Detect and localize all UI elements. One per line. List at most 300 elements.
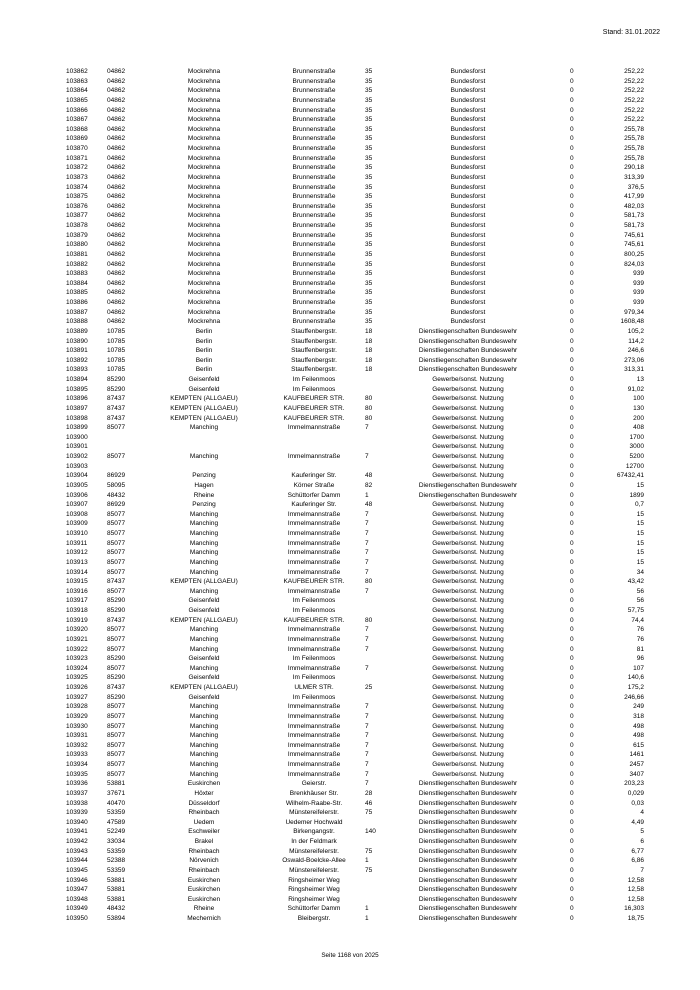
cell-house-number: [365, 693, 413, 703]
table-row: [62, 548, 644, 558]
cell-zero: [523, 86, 578, 96]
cell-house-number: 35: [365, 260, 373, 268]
cell-id: 103892: [66, 356, 88, 364]
cell-street: Brunnenstraße: [292, 173, 336, 181]
cell-postcode: 53881: [107, 780, 126, 788]
cell-zero: [523, 625, 578, 635]
cell-zero-value: 0: [570, 684, 574, 691]
cell-city: Manching: [189, 558, 219, 566]
cell-zero: [523, 433, 578, 443]
cell-zero-value: 0: [570, 77, 574, 85]
cell-city: Mockrehna: [187, 193, 221, 201]
cell-usage: Gewerbe/sonst. Nutzung: [432, 645, 504, 653]
cell-usage: Gewerbe/sonst. Nutzung: [432, 712, 504, 720]
cell-id: 103945: [66, 866, 88, 874]
cell-city: Mockrehna: [187, 222, 221, 229]
table-row: [62, 433, 644, 443]
cell-zero-value: 0: [570, 385, 574, 393]
cell-house-number: 80: [365, 395, 373, 403]
table-row: [62, 211, 644, 221]
cell-zero: [523, 731, 578, 741]
cell-street: Oswald-Boelcke-Allee: [282, 857, 346, 865]
cell-house-number: [365, 885, 413, 895]
cell-city: KEMPTEN (ALLGAEU): [170, 404, 238, 412]
cell-id: 103882: [66, 260, 88, 268]
cell-city: KEMPTEN (ALLGAEU): [170, 414, 238, 422]
cell-street: Brunnenstraße: [292, 231, 336, 239]
cell-city: Mockrehna: [187, 87, 221, 95]
cell-value: 615: [633, 741, 644, 749]
cell-zero: [523, 279, 578, 289]
cell-city: Mockrehna: [187, 202, 221, 210]
cell-city: Manching: [189, 770, 219, 778]
cell-zero-value: 0: [570, 693, 574, 701]
cell-value: 313,31: [624, 366, 644, 374]
cell-postcode: 48432: [107, 905, 126, 913]
cell-id: 103868: [66, 125, 88, 133]
table-row: [62, 818, 644, 828]
table-row: [62, 750, 644, 760]
cell-city: Mockrehna: [187, 164, 221, 172]
cell-house-number: 7: [365, 558, 369, 566]
cell-city: Manching: [189, 549, 219, 557]
cell-zero: [523, 327, 578, 337]
cell-zero-value: 0: [570, 780, 574, 788]
cell-usage: Gewerbe/sonst. Nutzung: [432, 376, 504, 383]
cell-street: Immelmannstraße: [287, 520, 341, 528]
cell-street: ULMER STR.: [294, 684, 334, 691]
cell-street: Ringsheimer Weg: [288, 886, 340, 894]
cell-house-number: 35: [365, 318, 373, 326]
cell-street: Uedemer Hochwald: [285, 818, 343, 826]
cell-value: 252,22: [624, 77, 644, 85]
cell-street: KAUFBEURER STR.: [283, 616, 345, 624]
table-row: [62, 558, 644, 568]
table-row: [62, 731, 644, 741]
cell-zero-value: 0: [570, 96, 574, 104]
cell-zero: [523, 693, 578, 703]
cell-id: 103862: [66, 68, 88, 75]
cell-id: 103894: [66, 376, 88, 383]
cell-id: 103884: [66, 279, 88, 287]
cell-value: 0,7: [634, 501, 644, 509]
cell-house-number: [365, 876, 413, 886]
cell-usage: Dienstliegenschaften Bundeswehr: [418, 491, 518, 499]
cell-city: Geisenfeld: [188, 597, 220, 605]
cell-id: 103887: [66, 308, 88, 316]
cell-value: 6,77: [631, 847, 644, 855]
cell-city: Manching: [189, 722, 219, 730]
cell-street: Brunnenstraße: [292, 289, 336, 297]
cell-zero-value: 0: [570, 568, 574, 576]
cell-value: 43,42: [627, 578, 644, 586]
cell-city: Manching: [189, 587, 219, 595]
cell-house-number: 35: [365, 241, 373, 249]
cell-usage: Gewerbe/sonst. Nutzung: [432, 684, 504, 691]
cell-zero-value: 0: [570, 587, 574, 595]
cell-value: 203,23: [624, 780, 644, 788]
cell-house-number: 35: [365, 106, 373, 114]
cell-postcode: 85077: [107, 770, 126, 778]
cell-street: [263, 462, 365, 472]
cell-zero-value: 0: [570, 395, 574, 403]
cell-street: Schüttorfer Damm: [287, 905, 341, 913]
table-row: [62, 895, 644, 905]
table-row: [62, 712, 644, 722]
cell-usage: Gewerbe/sonst. Nutzung: [432, 664, 504, 672]
table-row: [62, 481, 644, 491]
cell-postcode: 04862: [107, 193, 126, 201]
cell-usage: Bundesforst: [450, 77, 486, 85]
cell-zero: [523, 548, 578, 558]
cell-zero-value: 0: [570, 799, 574, 807]
cell-street: Brunnenstraße: [292, 106, 336, 114]
cell-house-number: 35: [365, 212, 373, 220]
cell-usage: Dienstliegenschaften Bundeswehr: [418, 337, 518, 345]
cell-id: 103903: [66, 462, 88, 470]
table-row: [62, 827, 644, 837]
cell-street: Ringsheimer Weg: [288, 895, 340, 903]
cell-zero: [523, 722, 578, 732]
cell-id: 103931: [66, 732, 88, 740]
cell-usage: Gewerbe/sonst. Nutzung: [432, 530, 504, 537]
table-row: [62, 664, 644, 674]
cell-postcode: 85077: [107, 664, 126, 672]
cell-city: Manching: [189, 520, 219, 528]
cell-usage: Bundesforst: [450, 116, 486, 124]
cell-house-number: [365, 654, 413, 664]
cell-usage: Dienstliegenschaften Bundeswehr: [418, 780, 518, 788]
table-row: [62, 77, 644, 87]
cell-usage: Gewerbe/sonst. Nutzung: [432, 578, 504, 586]
cell-street: Immelmannstraße: [287, 664, 341, 672]
cell-postcode: 85290: [107, 674, 126, 682]
cell-city: Eschweiler: [188, 828, 220, 836]
cell-house-number: 35: [365, 87, 373, 95]
cell-usage: Bundesforst: [450, 318, 486, 326]
cell-usage: Bundesforst: [450, 299, 486, 306]
cell-house-number: 7: [365, 587, 369, 595]
cell-id: 103869: [66, 135, 88, 143]
table-row: [62, 173, 644, 183]
cell-zero-value: 0: [570, 530, 574, 537]
table-row: [62, 799, 644, 809]
table-row: [62, 693, 644, 703]
cell-value: 67432,41: [616, 472, 644, 480]
table-row: [62, 192, 644, 202]
cell-city: Mockrehna: [187, 279, 221, 287]
cell-house-number: 35: [365, 116, 373, 124]
cell-street: Immelmannstraße: [287, 510, 341, 518]
cell-usage: Gewerbe/sonst. Nutzung: [432, 395, 504, 403]
cell-street: Birkengangstr.: [293, 828, 335, 836]
table-row: [62, 741, 644, 751]
table-row: [62, 375, 644, 385]
cell-house-number: [365, 462, 413, 472]
cell-postcode: 85077: [107, 626, 126, 634]
cell-usage: Gewerbe/sonst. Nutzung: [432, 722, 504, 730]
cell-id: 103913: [66, 558, 88, 566]
cell-usage: Bundesforst: [450, 222, 486, 229]
cell-value: 313,39: [624, 173, 644, 181]
cell-street: Immelmannstraße: [287, 741, 341, 749]
property-table: [62, 67, 644, 924]
cell-usage: Dienstliegenschaften Bundeswehr: [418, 828, 518, 836]
cell-street: Immelmannstraße: [287, 732, 341, 740]
cell-zero: [523, 596, 578, 606]
cell-postcode: 53359: [107, 847, 126, 855]
cell-zero: [523, 298, 578, 308]
cell-value: 15: [636, 530, 644, 537]
table-row: [62, 414, 644, 424]
cell-value: 939: [633, 299, 644, 306]
table-row: [62, 673, 644, 683]
cell-city: Rheinbach: [188, 809, 220, 817]
cell-id: 103908: [66, 510, 88, 518]
cell-zero: [523, 750, 578, 760]
cell-postcode: 85077: [107, 510, 126, 518]
cell-postcode: 87437: [107, 578, 126, 586]
cell-house-number: 35: [365, 270, 373, 278]
cell-postcode: 04862: [107, 250, 126, 258]
cell-value: 1899: [629, 491, 644, 499]
cell-city: Euskirchen: [187, 876, 221, 884]
cell-usage: Gewerbe/sonst. Nutzung: [432, 607, 504, 614]
cell-postcode: 04862: [107, 77, 126, 85]
table-row: [62, 491, 644, 501]
table-row: [62, 596, 644, 606]
cell-street: Körner Straße: [293, 481, 335, 489]
table-row: [62, 914, 644, 924]
cell-value: 1461: [629, 751, 644, 759]
cell-city: Euskirchen: [187, 895, 221, 903]
table-row: [62, 298, 644, 308]
cell-postcode: 52249: [107, 828, 126, 836]
cell-value: 252,22: [624, 116, 644, 124]
cell-usage: Dienstliegenschaften Bundeswehr: [418, 886, 518, 894]
cell-value: 175,2: [627, 684, 644, 691]
cell-zero: [523, 885, 578, 895]
cell-zero-value: 0: [570, 154, 574, 162]
cell-zero: [523, 346, 578, 356]
table-row: [62, 577, 644, 587]
cell-value: 18,75: [627, 915, 644, 922]
cell-id: 103928: [66, 703, 88, 711]
cell-zero: [523, 770, 578, 780]
cell-zero-value: 0: [570, 674, 574, 682]
cell-id: 103905: [66, 481, 88, 489]
cell-city: Mockrehna: [187, 125, 221, 133]
cell-zero-value: 0: [570, 847, 574, 855]
cell-value: 34: [636, 568, 644, 576]
cell-city: Manching: [189, 635, 219, 643]
table-row: [62, 96, 644, 106]
cell-street: Brunnenstraße: [292, 308, 336, 316]
cell-house-number: 82: [365, 481, 373, 489]
table-row: [62, 154, 644, 164]
cell-value: 252,22: [624, 106, 644, 114]
table-row: [62, 279, 644, 289]
cell-street: Immelmannstraße: [287, 761, 341, 768]
cell-usage: Gewerbe/sonst. Nutzung: [432, 539, 504, 547]
cell-usage: Dienstliegenschaften Bundeswehr: [418, 847, 518, 855]
cell-id: 103866: [66, 106, 88, 114]
cell-house-number: 35: [365, 96, 373, 104]
cell-zero: [523, 914, 578, 924]
cell-city: Manching: [189, 453, 219, 460]
table-row: [62, 442, 644, 452]
cell-id: 103863: [66, 77, 88, 85]
table-row: [62, 587, 644, 597]
cell-postcode: 85077: [107, 568, 126, 576]
cell-zero-value: 0: [570, 895, 574, 903]
cell-street: Immelmannstraße: [287, 770, 341, 778]
cell-street: Immelmannstraße: [287, 568, 341, 576]
cell-house-number: 35: [365, 299, 373, 306]
table-row: [62, 847, 644, 857]
cell-city: [145, 433, 263, 443]
cell-usage: Dienstliegenschaften Bundeswehr: [418, 481, 518, 489]
cell-id: 103922: [66, 645, 88, 653]
cell-zero-value: 0: [570, 212, 574, 220]
cell-value: 376,5: [627, 183, 644, 191]
cell-city: Geisenfeld: [188, 607, 220, 614]
cell-street: Brunnenstraße: [292, 279, 336, 287]
cell-postcode: 85077: [107, 530, 126, 537]
cell-value: 800,25: [624, 250, 644, 258]
cell-id: 103909: [66, 520, 88, 528]
cell-house-number: 7: [365, 761, 369, 768]
cell-usage: Dienstliegenschaften Bundeswehr: [418, 356, 518, 364]
cell-street: Im Feilenmoos: [292, 693, 336, 701]
cell-usage: Gewerbe/sonst. Nutzung: [432, 424, 504, 432]
cell-value: 581,73: [624, 222, 644, 229]
cell-value: 4: [640, 809, 644, 817]
table-row: [62, 866, 644, 876]
page-date-stamp: Stand: 31.01.2022: [602, 29, 660, 36]
cell-city: Manching: [189, 732, 219, 740]
cell-value: 249: [633, 703, 644, 711]
cell-street: Immelmannstraße: [287, 539, 341, 547]
cell-city: [145, 462, 263, 472]
cell-zero: [523, 154, 578, 164]
table-row: [62, 904, 644, 914]
cell-postcode: 04862: [107, 202, 126, 210]
cell-zero: [523, 221, 578, 231]
cell-zero-value: 0: [570, 866, 574, 874]
cell-zero: [523, 96, 578, 106]
cell-street: Brunnenstraße: [292, 87, 336, 95]
cell-house-number: 35: [365, 135, 373, 143]
cell-city: Manching: [189, 751, 219, 759]
cell-city: KEMPTEN (ALLGAEU): [170, 578, 238, 586]
table-row: [62, 134, 644, 144]
table-row: [62, 683, 644, 693]
cell-value: 939: [633, 289, 644, 297]
cell-street: Immelmannstraße: [287, 635, 341, 643]
table-row: [62, 423, 644, 433]
cell-postcode: 87437: [107, 414, 126, 422]
table-row: [62, 568, 644, 578]
cell-zero: [523, 462, 578, 472]
cell-street: Immelmannstraße: [287, 549, 341, 557]
cell-postcode: 85077: [107, 587, 126, 595]
cell-zero: [523, 856, 578, 866]
table-row: [62, 702, 644, 712]
cell-zero: [523, 269, 578, 279]
cell-zero: [523, 452, 578, 462]
cell-zero: [523, 106, 578, 116]
cell-street: Brunnenstraße: [292, 212, 336, 220]
cell-postcode: 85077: [107, 424, 126, 432]
cell-house-number: 80: [365, 404, 373, 412]
cell-street: Münstereifelerstr.: [289, 866, 339, 874]
cell-usage: Gewerbe/sonst. Nutzung: [432, 693, 504, 701]
cell-value: 498: [633, 732, 644, 740]
cell-house-number: [365, 596, 413, 606]
cell-id: 103910: [66, 530, 88, 537]
cell-value: 979,34: [624, 308, 644, 316]
cell-house-number: 35: [365, 279, 373, 287]
cell-usage: Gewerbe/sonst. Nutzung: [432, 587, 504, 595]
cell-zero-value: 0: [570, 433, 574, 441]
table-row: [62, 808, 644, 818]
cell-postcode: 85077: [107, 712, 126, 720]
cell-value: 140,6: [627, 674, 644, 682]
cell-postcode: 85290: [107, 693, 126, 701]
cell-postcode: 85290: [107, 597, 126, 605]
cell-zero-value: 0: [570, 635, 574, 643]
cell-zero-value: 0: [570, 202, 574, 210]
cell-value: 12,58: [627, 895, 644, 903]
cell-id: 103889: [66, 327, 88, 335]
cell-id: 103921: [66, 635, 88, 643]
cell-zero-value: 0: [570, 347, 574, 355]
cell-house-number: 28: [365, 789, 373, 797]
cell-value: 824,03: [624, 260, 644, 268]
cell-zero: [523, 827, 578, 837]
cell-city: KEMPTEN (ALLGAEU): [170, 684, 238, 691]
cell-value: 498: [633, 722, 644, 730]
cell-id: 103888: [66, 318, 88, 326]
cell-postcode: 85077: [107, 549, 126, 557]
cell-postcode: 04862: [107, 145, 126, 152]
cell-value: 81: [636, 645, 644, 653]
cell-house-number: 75: [365, 809, 373, 817]
cell-street: Brunnenstraße: [292, 145, 336, 152]
cell-house-number: 35: [365, 173, 373, 181]
table-row: [62, 240, 644, 250]
cell-usage: Gewerbe/sonst. Nutzung: [432, 501, 504, 509]
cell-zero: [523, 799, 578, 809]
cell-id: 103919: [66, 616, 88, 624]
cell-zero-value: 0: [570, 366, 574, 374]
cell-value: 246,66: [624, 693, 644, 701]
cell-city: Mockrehna: [187, 289, 221, 297]
cell-zero: [523, 337, 578, 347]
cell-value: 0,03: [631, 799, 644, 807]
cell-house-number: 48: [365, 472, 373, 480]
table-row: [62, 856, 644, 866]
table-row: [62, 529, 644, 539]
cell-street: Kauferinger Str.: [291, 501, 337, 509]
cell-house-number: 35: [365, 164, 373, 172]
cell-value: 130: [633, 404, 644, 412]
cell-postcode: 04862: [107, 135, 126, 143]
table-row: [62, 770, 644, 780]
cell-city: Rheine: [193, 491, 215, 499]
cell-id: 103918: [66, 607, 88, 614]
